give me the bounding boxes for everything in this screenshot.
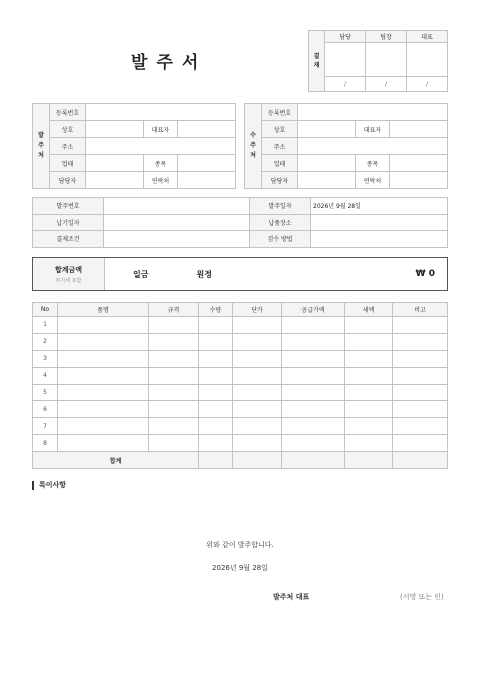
approval-date-ceo[interactable]: / <box>407 77 448 92</box>
supplier-reg-no-field[interactable] <box>298 104 448 121</box>
quantity-cell[interactable] <box>199 435 233 452</box>
orderer-ceo-label: 대표자 <box>144 121 178 138</box>
unit-price-cell[interactable] <box>233 317 282 334</box>
orderer-reg-no-label: 등록번호 <box>50 104 86 121</box>
quantity-cell[interactable] <box>199 350 233 367</box>
quantity-cell[interactable] <box>199 418 233 435</box>
orderer-box <box>32 103 236 189</box>
approval-date-staff[interactable]: / <box>325 77 366 92</box>
page-title: 발 주 서 <box>131 53 200 73</box>
supplier-manager-field[interactable] <box>298 172 356 189</box>
table-row <box>33 350 448 367</box>
supplier-business-type-field[interactable] <box>298 155 356 172</box>
payment-terms-field[interactable] <box>104 231 250 248</box>
order-info-table <box>32 197 448 248</box>
supplier-side-label: 수 주 처 <box>245 104 262 189</box>
row-number: 3 <box>33 350 58 367</box>
items-header-row <box>33 303 448 317</box>
delivery-place-field[interactable] <box>311 214 448 231</box>
closing-date: 2026년 9월 28일 <box>212 564 268 572</box>
items-sum-label: 합계 <box>33 452 199 469</box>
approval-col-ceo: 대표 <box>407 31 448 43</box>
spec-cell[interactable] <box>149 401 199 418</box>
tax-cell[interactable] <box>345 333 393 350</box>
table-row <box>33 401 448 418</box>
supply-amount-cell[interactable] <box>282 418 345 435</box>
special-notes-heading <box>32 480 66 490</box>
tax-cell[interactable] <box>345 317 393 334</box>
order-date-label: 발주일자 <box>250 198 311 215</box>
special-notes-label: 특이사항 <box>39 481 67 489</box>
approval-box <box>308 30 448 92</box>
supply-amount-cell[interactable] <box>282 401 345 418</box>
table-row <box>33 317 448 334</box>
supplier-company-label: 상호 <box>262 121 298 138</box>
total-amount-word-suffix: 원정 <box>196 269 212 279</box>
table-row <box>33 367 448 384</box>
order-no-field[interactable] <box>104 198 250 215</box>
orderer-company-field[interactable] <box>86 121 144 138</box>
spec-cell[interactable] <box>149 333 199 350</box>
remarks-cell[interactable] <box>393 333 448 350</box>
table-row <box>33 384 448 401</box>
heading-bar <box>32 481 34 490</box>
total-amount-label: 합계금액 <box>54 265 83 274</box>
table-row <box>33 435 448 452</box>
supplier-item-field[interactable] <box>390 155 448 172</box>
row-number: 5 <box>33 384 58 401</box>
unit-price-cell[interactable] <box>233 435 282 452</box>
item-name-cell[interactable] <box>58 317 149 334</box>
quantity-cell[interactable] <box>199 384 233 401</box>
col-header-tax: 세액 <box>345 303 393 317</box>
quantity-cell[interactable] <box>199 401 233 418</box>
quantity-cell[interactable] <box>199 317 233 334</box>
supplier-ceo-label: 대표자 <box>356 121 390 138</box>
signer-label: 발주처 대표 <box>273 593 310 601</box>
supplier-item-label: 종목 <box>356 155 390 172</box>
col-header-remarks: 비고 <box>393 303 448 317</box>
unit-price-cell[interactable] <box>233 401 282 418</box>
orderer-manager-label: 담당자 <box>50 172 86 189</box>
supplier-address-label: 주소 <box>262 138 298 155</box>
spec-cell[interactable] <box>149 317 199 334</box>
item-name-cell[interactable] <box>58 367 149 384</box>
orderer-reg-no-field[interactable] <box>86 104 236 121</box>
delivery-place-label: 납품장소 <box>250 214 311 231</box>
inspection-method-label: 검수 방법 <box>250 231 311 248</box>
table-row <box>33 333 448 350</box>
col-header-supply-amount: 공급가액 <box>282 303 345 317</box>
row-number: 1 <box>33 317 58 334</box>
delivery-date-field[interactable] <box>104 214 250 231</box>
total-amount-box <box>32 257 448 291</box>
item-name-cell[interactable] <box>58 333 149 350</box>
item-name-cell[interactable] <box>58 350 149 367</box>
unit-price-cell[interactable] <box>233 384 282 401</box>
row-number: 8 <box>33 435 58 452</box>
supply-amount-cell[interactable] <box>282 367 345 384</box>
items-table <box>32 302 448 469</box>
orderer-side-label: 발 주 처 <box>33 104 50 189</box>
sum-tax-cell <box>345 452 393 469</box>
approval-col-lead: 팀장 <box>366 31 407 43</box>
tax-cell[interactable] <box>345 418 393 435</box>
supply-amount-cell[interactable] <box>282 333 345 350</box>
spec-cell[interactable] <box>149 435 199 452</box>
supply-amount-cell[interactable] <box>282 384 345 401</box>
supply-amount-cell[interactable] <box>282 317 345 334</box>
sum-unit-price-cell <box>233 452 282 469</box>
supplier-business-type-label: 업태 <box>262 155 298 172</box>
tax-cell[interactable] <box>345 367 393 384</box>
remarks-cell[interactable] <box>393 401 448 418</box>
total-amount-label-cell <box>33 258 105 290</box>
tax-cell[interactable] <box>345 384 393 401</box>
spec-cell[interactable] <box>149 350 199 367</box>
unit-price-cell[interactable] <box>233 333 282 350</box>
orderer-business-type-field[interactable] <box>86 155 144 172</box>
col-header-unit-price: 단가 <box>233 303 282 317</box>
remarks-cell[interactable] <box>393 418 448 435</box>
col-header-item-name: 품명 <box>58 303 149 317</box>
payment-terms-label: 결제조건 <box>33 231 104 248</box>
item-name-cell[interactable] <box>58 384 149 401</box>
item-name-cell[interactable] <box>58 401 149 418</box>
remarks-cell[interactable] <box>393 435 448 452</box>
tax-cell[interactable] <box>345 350 393 367</box>
approval-label: 결 재 <box>309 31 325 92</box>
supplier-ceo-field[interactable] <box>390 121 448 138</box>
unit-price-cell[interactable] <box>233 418 282 435</box>
item-name-cell[interactable] <box>58 418 149 435</box>
order-no-label: 발주번호 <box>33 198 104 215</box>
items-sum-row <box>33 452 448 469</box>
delivery-date-label: 납기일자 <box>33 214 104 231</box>
row-number: 4 <box>33 367 58 384</box>
row-number: 7 <box>33 418 58 435</box>
approval-sign-ceo[interactable] <box>407 43 448 77</box>
orderer-manager-field[interactable] <box>86 172 144 189</box>
vat-included-note: 부가세 포함 <box>55 277 82 284</box>
unit-price-cell[interactable] <box>233 367 282 384</box>
spec-cell[interactable] <box>149 367 199 384</box>
orderer-address-field[interactable] <box>86 138 236 155</box>
approval-sign-lead[interactable] <box>366 43 407 77</box>
closing-message: 위와 같이 발주합니다. <box>206 541 274 549</box>
orderer-contact-label: 연락처 <box>144 172 178 189</box>
row-number: 6 <box>33 401 58 418</box>
spec-cell[interactable] <box>149 418 199 435</box>
unit-price-cell[interactable] <box>233 350 282 367</box>
supplier-address-field[interactable] <box>298 138 448 155</box>
sum-supply-amount-cell <box>282 452 345 469</box>
supplier-box <box>244 103 448 189</box>
quantity-cell[interactable] <box>199 333 233 350</box>
supplier-contact-label: 연락처 <box>356 172 390 189</box>
col-header-spec: 규격 <box>149 303 199 317</box>
tax-cell[interactable] <box>345 435 393 452</box>
table-row <box>33 418 448 435</box>
orderer-company-label: 상호 <box>50 121 86 138</box>
supplier-company-field[interactable] <box>298 121 356 138</box>
tax-cell[interactable] <box>345 401 393 418</box>
supply-amount-cell[interactable] <box>282 350 345 367</box>
supplier-contact-field[interactable] <box>390 172 448 189</box>
inspection-method-field[interactable] <box>311 231 448 248</box>
supply-amount-cell[interactable] <box>282 435 345 452</box>
remarks-cell[interactable] <box>393 367 448 384</box>
orderer-ceo-field[interactable] <box>178 121 236 138</box>
orderer-address-label: 주소 <box>50 138 86 155</box>
sum-quantity-cell <box>199 452 233 469</box>
order-date-field[interactable]: 2026년 9월 28일 <box>311 198 448 215</box>
remarks-cell[interactable] <box>393 317 448 334</box>
signature-field[interactable]: (서명 또는 인) <box>400 593 444 601</box>
remarks-cell[interactable] <box>393 384 448 401</box>
orderer-contact-field[interactable] <box>178 172 236 189</box>
orderer-item-label: 종목 <box>144 155 178 172</box>
supplier-reg-no-label: 등록번호 <box>262 104 298 121</box>
item-name-cell[interactable] <box>58 435 149 452</box>
remarks-cell[interactable] <box>393 350 448 367</box>
row-number: 2 <box>33 333 58 350</box>
total-amount-word-prefix: 일금 <box>133 269 149 279</box>
approval-date-lead[interactable]: / <box>366 77 407 92</box>
total-amount-value: ₩ 0 <box>415 269 435 279</box>
spec-cell[interactable] <box>149 384 199 401</box>
col-header-no: No <box>33 303 58 317</box>
approval-col-staff: 담당 <box>325 31 366 43</box>
orderer-business-type-label: 업태 <box>50 155 86 172</box>
supplier-manager-label: 담당자 <box>262 172 298 189</box>
sum-remarks-cell <box>393 452 448 469</box>
col-header-quantity: 수량 <box>199 303 233 317</box>
approval-sign-staff[interactable] <box>325 43 366 77</box>
quantity-cell[interactable] <box>199 367 233 384</box>
orderer-item-field[interactable] <box>178 155 236 172</box>
